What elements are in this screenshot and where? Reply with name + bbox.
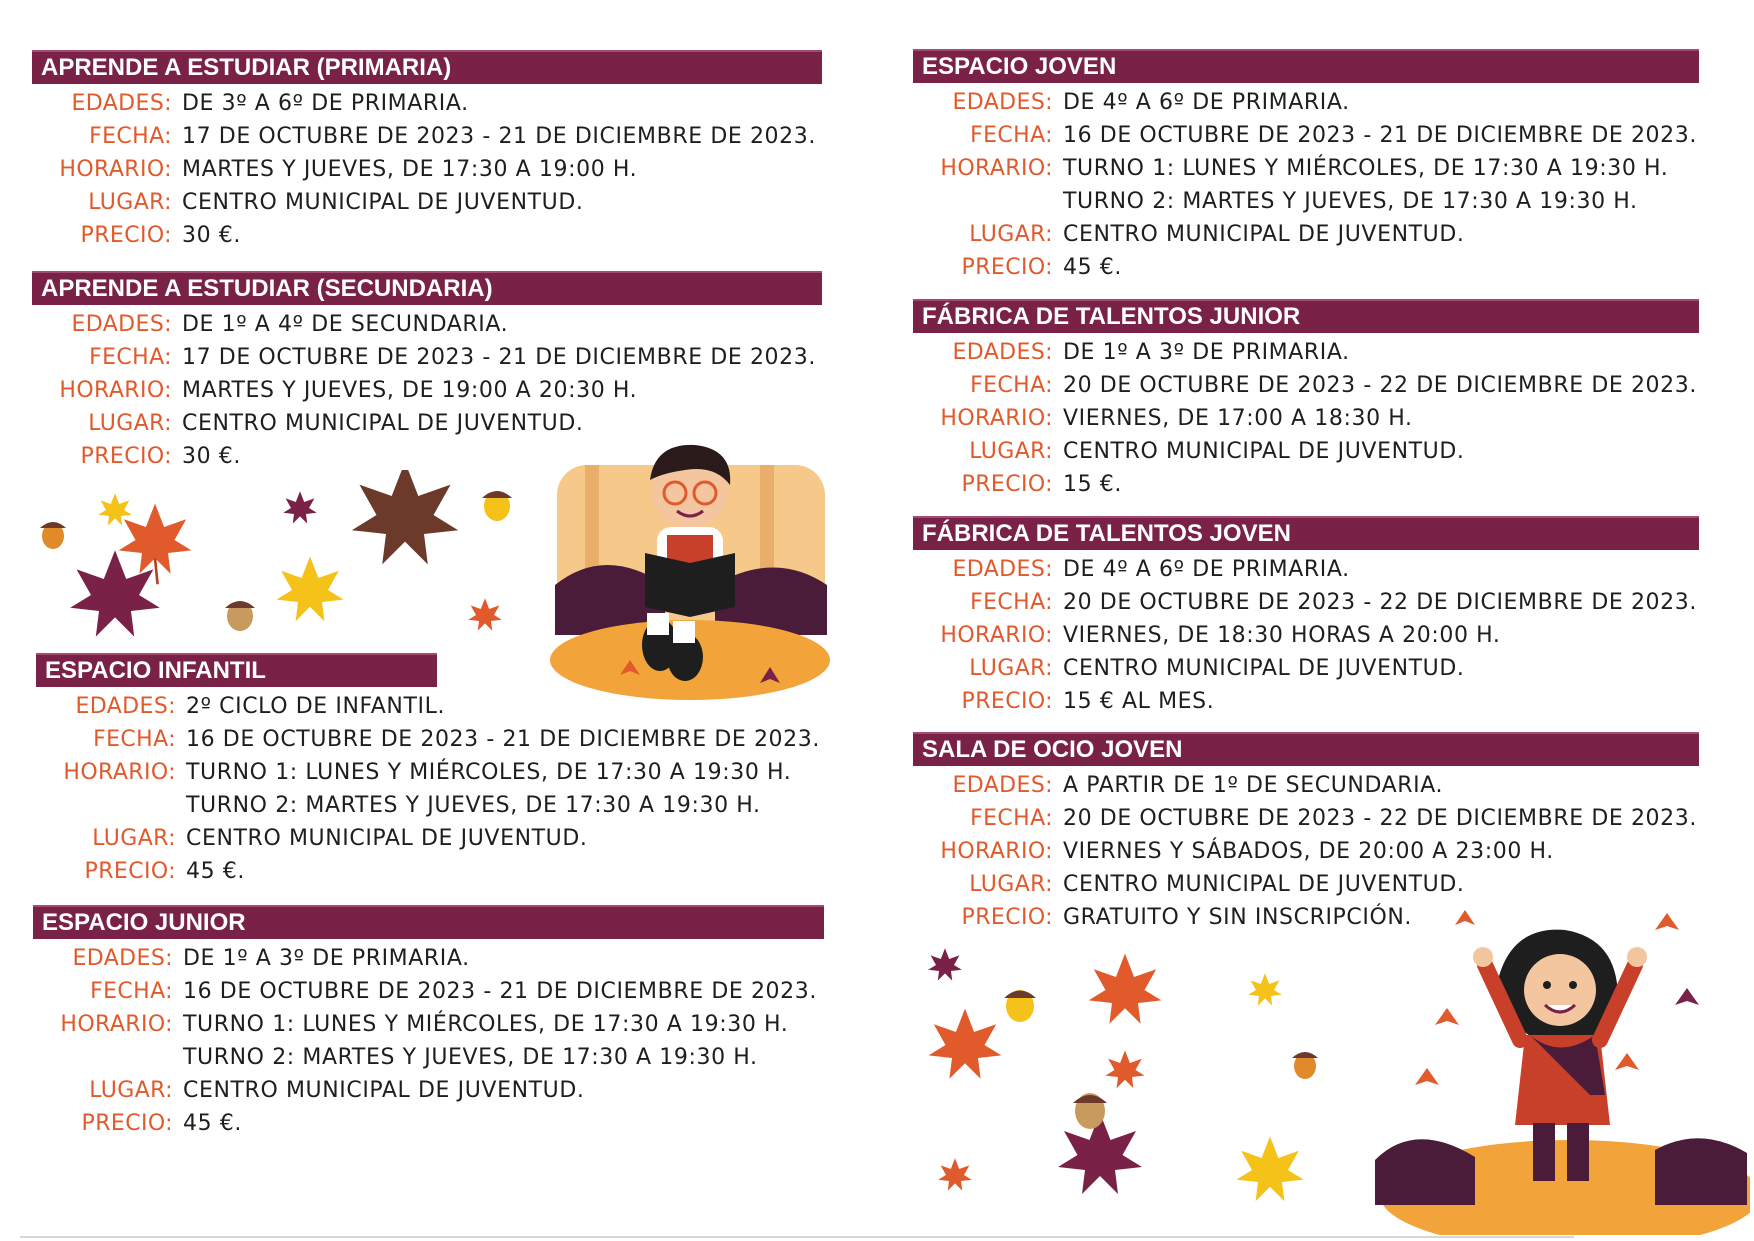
horario-value: VIERNES Y SÁBADOS, DE 20:00 A 23:00 H. xyxy=(1063,839,1554,864)
lugar-value: CENTRO MUNICIPAL DE JUVENTUD. xyxy=(1063,222,1465,247)
autumn-leaves-left-illustration xyxy=(35,470,535,650)
edades-label: EDADES: xyxy=(952,557,1053,582)
leaf-icon xyxy=(352,470,458,564)
precio-value: 30 €. xyxy=(182,444,241,469)
lugar-label: LUGAR: xyxy=(969,222,1053,247)
lugar-label: LUGAR: xyxy=(969,656,1053,681)
edades-label: EDADES: xyxy=(75,694,176,719)
fecha-value: 17 DE OCTUBRE DE 2023 - 21 DE DICIEMBRE DE 2023. xyxy=(182,124,816,149)
horario-row-2 xyxy=(913,185,1703,218)
lugar-value: CENTRO MUNICIPAL DE JUVENTUD. xyxy=(183,1078,585,1103)
leaf-icon xyxy=(1058,1113,1142,1194)
edades-label: EDADES: xyxy=(71,312,172,337)
fecha-value: 20 DE OCTUBRE DE 2023 - 22 DE DICIEMBRE DE 2023. xyxy=(1063,590,1697,615)
section-title: APRENDE A ESTUDIAR (PRIMARIA) xyxy=(32,50,822,84)
edades-row xyxy=(36,690,828,723)
horario-value: VIERNES, DE 18:30 HORAS A 20:00 H. xyxy=(1063,623,1501,648)
acorn-icon xyxy=(1004,990,1036,1022)
precio-value: 45 €. xyxy=(1063,255,1122,280)
lugar-value: CENTRO MUNICIPAL DE JUVENTUD. xyxy=(182,411,584,436)
horario-label: HORARIO: xyxy=(940,406,1053,431)
fecha-value: 20 DE OCTUBRE DE 2023 - 22 DE DICIEMBRE DE 2023. xyxy=(1063,806,1697,831)
edades-value: DE 1º A 3º DE PRIMARIA. xyxy=(1063,340,1350,365)
section-fabrica-talentos-junior xyxy=(913,299,1703,501)
leaf-icon xyxy=(928,948,962,980)
section-title: SALA DE OCIO JOVEN xyxy=(913,732,1699,766)
edades-row xyxy=(33,942,825,975)
edades-value: 2º CICLO DE INFANTIL. xyxy=(186,694,446,719)
autumn-leaves-right-illustration xyxy=(925,945,1345,1215)
edades-row xyxy=(913,336,1703,369)
horario-row-2 xyxy=(33,1041,825,1074)
leaf-icon xyxy=(1105,1050,1144,1088)
section-fabrica-talentos-joven xyxy=(913,516,1703,718)
precio-label: PRECIO: xyxy=(80,444,172,469)
lugar-label: LUGAR: xyxy=(92,826,176,851)
fecha-value: 16 DE OCTUBRE DE 2023 - 21 DE DICIEMBRE DE 2023. xyxy=(183,979,817,1004)
horario-row xyxy=(36,756,828,789)
precio-label: PRECIO: xyxy=(81,1111,173,1136)
lugar-row xyxy=(36,822,828,855)
edades-row xyxy=(913,86,1703,119)
edades-row xyxy=(32,87,822,120)
precio-row xyxy=(33,1107,825,1140)
horario-row-2 xyxy=(36,789,828,822)
leaf-icon xyxy=(1248,973,1282,1005)
horario-value-2: TURNO 2: MARTES Y JUEVES, DE 17:30 A 19:30 H. xyxy=(183,1045,758,1070)
edades-label: EDADES: xyxy=(952,90,1053,115)
horario-value-2: TURNO 2: MARTES Y JUEVES, DE 17:30 A 19:30 H. xyxy=(186,793,761,818)
lugar-label: LUGAR: xyxy=(88,411,172,436)
fecha-label: FECHA: xyxy=(93,727,176,752)
horario-row xyxy=(913,619,1703,652)
horario-row xyxy=(33,1008,825,1041)
horario-value: TURNO 1: LUNES Y MIÉRCOLES, DE 17:30 A 19:30 H. xyxy=(183,1012,789,1037)
leaf-icon xyxy=(119,504,192,585)
edades-row xyxy=(913,553,1703,586)
precio-row xyxy=(913,685,1703,718)
section-aprende-primaria xyxy=(32,50,822,252)
precio-row xyxy=(32,219,822,252)
horario-row xyxy=(913,402,1703,435)
fecha-row xyxy=(33,975,825,1008)
horario-label: HORARIO: xyxy=(940,623,1053,648)
precio-value: 30 €. xyxy=(182,223,241,248)
precio-value: 15 € AL MES. xyxy=(1063,689,1215,714)
section-espacio-joven xyxy=(913,49,1703,284)
acorn-icon xyxy=(482,491,512,521)
edades-value: DE 3º A 6º DE PRIMARIA. xyxy=(182,91,469,116)
section-title: FÁBRICA DE TALENTOS JUNIOR xyxy=(913,299,1699,333)
section-espacio-infantil xyxy=(36,653,828,888)
lugar-row xyxy=(913,435,1703,468)
precio-label: PRECIO: xyxy=(80,223,172,248)
horario-row xyxy=(913,835,1703,868)
leaf-icon xyxy=(1089,954,1162,1024)
section-espacio-junior xyxy=(33,905,825,1140)
leaf-icon xyxy=(283,491,317,523)
lugar-value: CENTRO MUNICIPAL DE JUVENTUD. xyxy=(1063,872,1465,897)
lugar-row xyxy=(33,1074,825,1107)
edades-value: DE 4º A 6º DE PRIMARIA. xyxy=(1063,557,1350,582)
horario-value: TURNO 1: LUNES Y MIÉRCOLES, DE 17:30 A 19:30 H. xyxy=(186,760,792,785)
edades-value: DE 4º A 6º DE PRIMARIA. xyxy=(1063,90,1350,115)
fecha-value: 20 DE OCTUBRE DE 2023 - 22 DE DICIEMBRE DE 2023. xyxy=(1063,373,1697,398)
bottom-divider xyxy=(20,1236,1574,1238)
horario-label: HORARIO: xyxy=(63,760,176,785)
horario-label: HORARIO: xyxy=(940,156,1053,181)
edades-label: EDADES: xyxy=(952,340,1053,365)
fecha-label: FECHA: xyxy=(89,124,172,149)
fecha-row xyxy=(913,119,1703,152)
lugar-label: LUGAR: xyxy=(969,872,1053,897)
edades-value: A PARTIR DE 1º DE SECUNDARIA. xyxy=(1063,773,1444,798)
horario-value: TURNO 1: LUNES Y MIÉRCOLES, DE 17:30 A 19:30 H. xyxy=(1063,156,1669,181)
horario-row xyxy=(32,374,822,407)
edades-label: EDADES: xyxy=(72,946,173,971)
fecha-label: FECHA: xyxy=(90,979,173,1004)
precio-row xyxy=(36,855,828,888)
leaf-icon xyxy=(276,556,343,621)
precio-value: 15 €. xyxy=(1063,472,1122,497)
precio-label: PRECIO: xyxy=(961,255,1053,280)
acorn-icon xyxy=(225,601,255,631)
horario-value: VIERNES, DE 17:00 A 18:30 H. xyxy=(1063,406,1413,431)
fecha-row xyxy=(32,120,822,153)
fecha-row xyxy=(913,586,1703,619)
precio-label: PRECIO: xyxy=(84,859,176,884)
precio-label: PRECIO: xyxy=(961,905,1053,930)
horario-value: MARTES Y JUEVES, DE 19:00 A 20:30 H. xyxy=(182,378,638,403)
fecha-value: 16 DE OCTUBRE DE 2023 - 21 DE DICIEMBRE DE 2023. xyxy=(1063,123,1697,148)
lugar-label: LUGAR: xyxy=(88,190,172,215)
horario-row xyxy=(913,152,1703,185)
fecha-label: FECHA: xyxy=(970,123,1053,148)
leaf-icon xyxy=(938,1158,972,1190)
acorn-icon xyxy=(1292,1052,1318,1079)
lugar-row xyxy=(913,652,1703,685)
leaf-icon xyxy=(929,1009,1002,1079)
fecha-value: 17 DE OCTUBRE DE 2023 - 21 DE DICIEMBRE DE 2023. xyxy=(182,345,816,370)
lugar-value: CENTRO MUNICIPAL DE JUVENTUD. xyxy=(1063,656,1465,681)
horario-row xyxy=(32,153,822,186)
horario-label: HORARIO: xyxy=(60,1012,173,1037)
horario-label: HORARIO: xyxy=(59,157,172,182)
fecha-label: FECHA: xyxy=(970,373,1053,398)
edades-row xyxy=(913,769,1703,802)
fecha-label: FECHA: xyxy=(970,590,1053,615)
lugar-value: CENTRO MUNICIPAL DE JUVENTUD. xyxy=(186,826,588,851)
edades-label: EDADES: xyxy=(71,91,172,116)
precio-value: 45 €. xyxy=(186,859,245,884)
lugar-row xyxy=(913,218,1703,251)
precio-value: 45 €. xyxy=(183,1111,242,1136)
precio-label: PRECIO: xyxy=(961,689,1053,714)
acorn-icon xyxy=(40,522,66,549)
edades-label: EDADES: xyxy=(952,773,1053,798)
lugar-row xyxy=(32,186,822,219)
precio-label: PRECIO: xyxy=(961,472,1053,497)
leaf-icon xyxy=(1236,1136,1303,1201)
lugar-label: LUGAR: xyxy=(969,439,1053,464)
lugar-value: CENTRO MUNICIPAL DE JUVENTUD. xyxy=(1063,439,1465,464)
edades-value: DE 1º A 3º DE PRIMARIA. xyxy=(183,946,470,971)
edades-row xyxy=(32,308,822,341)
fecha-row xyxy=(913,802,1703,835)
horario-value-2: TURNO 2: MARTES Y JUEVES, DE 17:30 A 19:30 H. xyxy=(1063,189,1638,214)
precio-row xyxy=(913,468,1703,501)
fecha-label: FECHA: xyxy=(970,806,1053,831)
horario-label: HORARIO: xyxy=(59,378,172,403)
horario-label: HORARIO: xyxy=(940,839,1053,864)
edades-value: DE 1º A 4º DE SECUNDARIA. xyxy=(182,312,509,337)
fecha-row xyxy=(32,341,822,374)
section-title: APRENDE A ESTUDIAR (SECUNDARIA) xyxy=(32,271,822,305)
section-title: FÁBRICA DE TALENTOS JOVEN xyxy=(913,516,1699,550)
section-title: ESPACIO JUNIOR xyxy=(33,905,824,939)
horario-value: MARTES Y JUEVES, DE 17:30 A 19:00 H. xyxy=(182,157,638,182)
girl-playing-leaves-illustration xyxy=(1355,895,1750,1235)
fecha-row xyxy=(913,369,1703,402)
precio-value: GRATUITO Y SIN INSCRIPCIÓN. xyxy=(1063,905,1413,930)
lugar-label: LUGAR: xyxy=(89,1078,173,1103)
fecha-row xyxy=(36,723,828,756)
section-title: ESPACIO JOVEN xyxy=(913,49,1699,83)
fecha-value: 16 DE OCTUBRE DE 2023 - 21 DE DICIEMBRE DE 2023. xyxy=(186,727,820,752)
lugar-value: CENTRO MUNICIPAL DE JUVENTUD. xyxy=(182,190,584,215)
fecha-label: FECHA: xyxy=(89,345,172,370)
leaf-icon xyxy=(468,598,502,630)
precio-row xyxy=(913,251,1703,284)
section-title: ESPACIO INFANTIL xyxy=(36,653,437,687)
